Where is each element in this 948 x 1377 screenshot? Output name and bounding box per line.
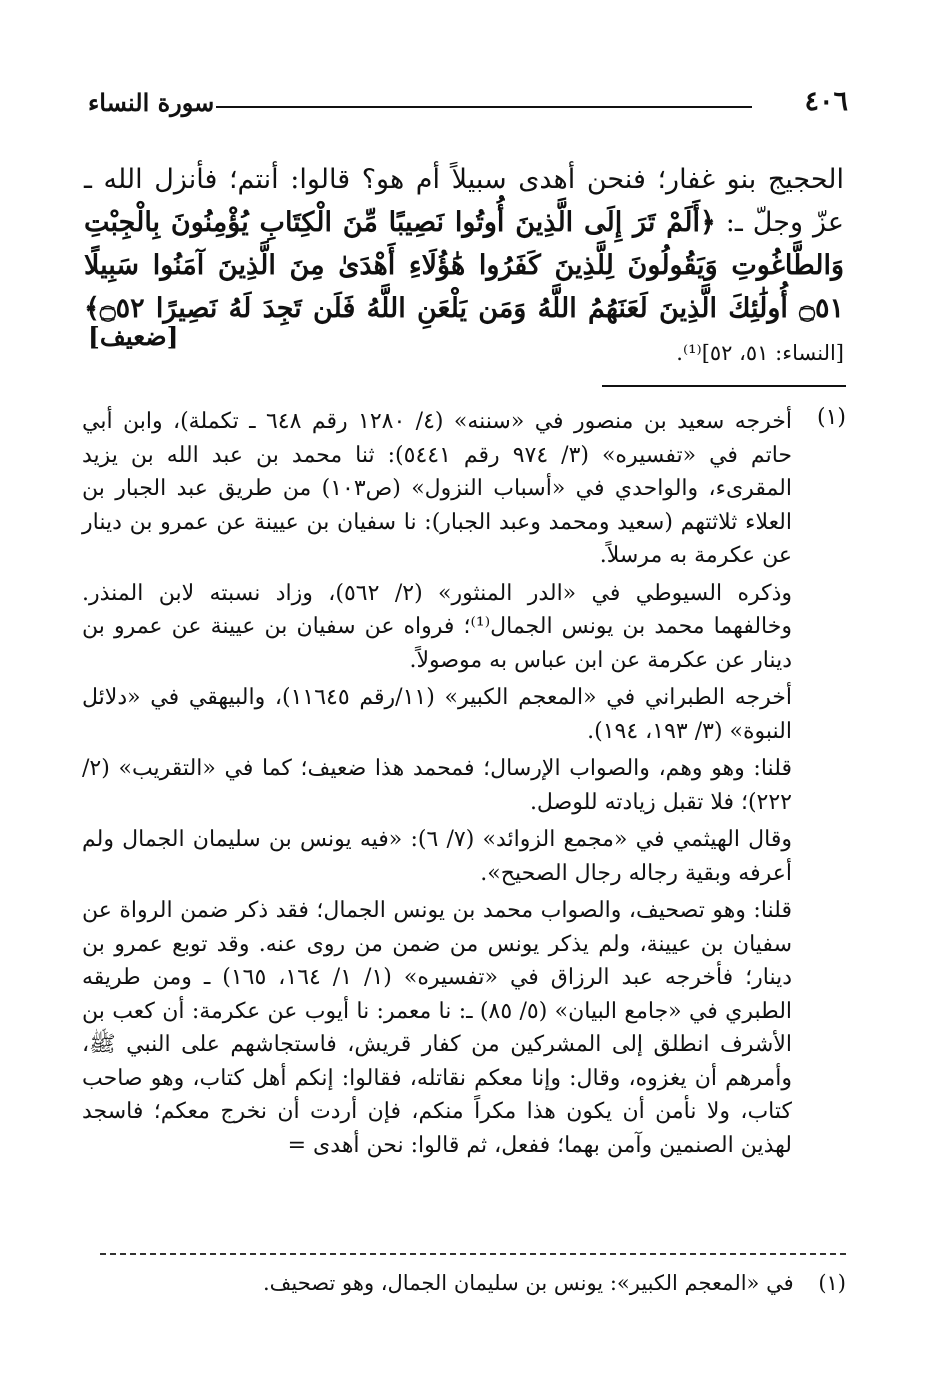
footnote-paragraph: قلنا: وهو تصحيف، والصواب محمد بن يونس الجمال؛ فقد ذكر ضمن الرواة عن سفيان بن عيينة، ولم يذكر يونس من ضمن من روى عنه. وقد توبع عمرو بن دينار؛ فأخرجه عبد الرزاق في «تفسيره» (١/ ١/ ١٦٤، ١٦٥) ـ ومن طريقه الطبري في «جامع البيان» (٥/ ٨٥) ـ: نا معمر: نا أيوب عن عكرمة: أن كعب بن الأشرف انطلق إلى المشركين من كفار قريش، فاستجاشهم على النبي ﷺ، وأمرهم أن يغزوه، وقال: وإنا معكم نقاتله، فقالوا: إنكم أهل كتاب، وهو صاحب كتاب، ولا نأمن أن يكون هذا مكراً منكم، فإن أردت أن نخرج معكم؛ فاسجد لهذين الصنمين وآمن بهما؛ ففعل، ثم قالوا: نحن أهدى = bbox=[82, 898, 793, 1158]
sub-footnote-number: (١) bbox=[818, 1271, 846, 1295]
footnote-paragraph: أخرجه الطبراني في «المعجم الكبير» (١١/رقم ١١٦٤٥)، والبيهقي في «دلائل النبوة» (٣/ ١٩٣، ١٩٤). bbox=[82, 685, 793, 744]
page-header bbox=[88, 82, 848, 126]
surah-name: سورة النساء bbox=[88, 88, 215, 117]
sub-footnote bbox=[263, 1268, 846, 1298]
footnote-paragraph: قلنا: وهو وهم، والصواب الإرسال؛ فمحمد هذا ضعيف؛ كما في «التقريب» (٢/ ٢٢٢)؛ فلا تقبل زيادته للوصل. bbox=[82, 756, 792, 815]
main-text bbox=[84, 158, 844, 375]
page-number: ٤٠٦ bbox=[804, 86, 848, 117]
footnote-separator bbox=[602, 385, 846, 387]
footnote-paragraph: وقال الهيثمي في «مجمع الزوائد» (٧/ ٦): «فيه يونس بن سليمان الجمال ولم أعرفه وبقية رجاله رجال الصحيح». bbox=[82, 827, 793, 886]
footnote-number: (١) bbox=[816, 405, 846, 430]
sub-footnote-text: في «المعجم الكبير»: يونس بن سليمان الجمال، وهو تصحيف. bbox=[263, 1271, 794, 1295]
dashed-separator bbox=[100, 1253, 846, 1255]
header-rule bbox=[216, 106, 752, 108]
quran-verse: ﴿أَلَمْ تَرَ إِلَى الَّذِينَ أُوتُوا نَصِيبًا مِّنَ الْكِتَابِ يُؤْمِنُونَ بِالْجِبْتِ وَالطَّاغُوتِ وَيَقُولُونَ لِلَّذِينَ كَفَرُوا هَٰؤُلَاءِ أَهْدَىٰ مِنَ الَّذِينَ آمَنُوا سَبِيلًا ۝٥١ أُولَٰئِكَ الَّذِينَ لَعَنَهُمُ اللَّهُ وَمَن يَلْعَنِ اللَّهُ فَلَن تَجِدَ لَهُ نَصِيرًا ۝٥٢﴾ bbox=[84, 207, 844, 324]
intro-text: الحجيج بنو غفار؛ فنحن أهدى سبيلاً أم هو؟ قالوا: أنتم؛ فأنزل الله ـ عزّ وجلّ ـ: bbox=[84, 164, 844, 238]
grade-label: [ضعيف] bbox=[88, 322, 179, 351]
footnotes bbox=[82, 405, 792, 1166]
verse-reference: [النساء: ٥١، ٥٢]⁽¹⁾. bbox=[676, 341, 844, 365]
footnote-paragraph: أخرجه سعيد بن منصور في «سننه» (٤/ ١٢٨٠ رقم ٦٤٨ ـ تكملة)، وابن أبي حاتم في «تفسيره» (٣/ ٩٧٤ رقم ٥٤٤١): ثنا محمد بن عبد الله بن يزيد المقرىء، والواحدي في «أسباب النزول» (ص١٠٣) من طريق عبد الجبار بن العلاء ثلاثتهم (سعيد ومحمد وعبد الجبار): نا سفيان بن عيينة عن عمرو بن دينار عن عكرمة به مرسلاً. bbox=[82, 409, 793, 568]
footnote-paragraph: وذكره السيوطي في «الدر المنثور» (٢/ ٥٦٢)، وزاد نسبته لابن المنذر. وخالفهما محمد بن يونس الجمال⁽¹⁾؛ فرواه عن سفيان بن عيينة عن عمرو بن دينار عن عكرمة عن ابن عباس به موصولاً. bbox=[82, 580, 793, 673]
